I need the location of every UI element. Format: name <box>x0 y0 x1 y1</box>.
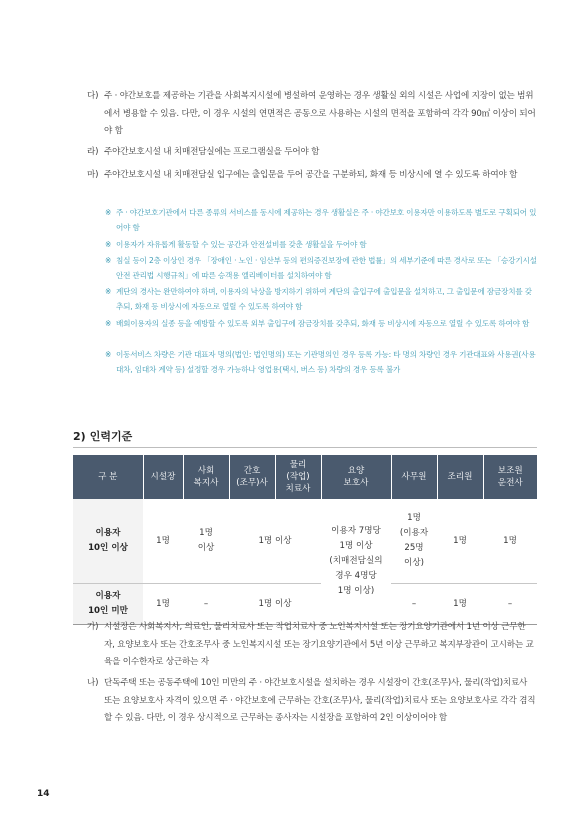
reference-mark-icon: ※ <box>105 208 112 217</box>
clause-text: 시설장은 사회복지사, 의료인, 물리치료사 또는 작업치료사 중 노인복지시설 또는 장기요양기관에서 1년 이상 근무한 자, 요양보호사 또는 간호조무사 중 노인복지시설 또는 장기요양기관에서 5년 이상 근무하고 복지부장관이 고시하는 교육을 이수한자로 상근하는 자 <box>104 622 534 667</box>
clause-text: 주 · 야간보호를 제공하는 기관을 사회복지시설에 병설하여 운영하는 경우 생활실 외의 시설은 사업에 지장이 없는 범위에서 병용할 수 있음. 다만, 이 경우 시설의 연면적은 공동으로 사용하는 시설의 면적을 포함하여 각각 90㎡ 이상이 되어야 함 <box>104 91 536 136</box>
cell-cook: 1명 <box>437 584 483 625</box>
section-number: 2) <box>73 430 86 443</box>
clause-label: 다) <box>87 91 99 101</box>
reference-mark-icon: ※ <box>105 256 112 265</box>
header-social-worker: 사회 복지사 <box>183 455 229 499</box>
cell-caregiver: 이용자 7명당 1명 이상 (치매전담실의 경우 4명당 1명 이상) <box>321 499 391 625</box>
clause-label: 나) <box>87 678 99 688</box>
row-label: 이용자 10인 이상 <box>73 499 143 584</box>
reference-mark-icon: ※ <box>105 287 112 296</box>
clause-text: 주야간보호시설 내 치매전담실 입구에는 출입문을 두어 공간을 구분하되, 화재 등 비상시에 열 수 있도록 하여야 함 <box>104 170 518 180</box>
note-text: 이용자가 자유롭게 활동할 수 있는 공간과 안전설비를 갖춘 생활실을 두어야 함 <box>116 240 367 249</box>
cell-clerk: – <box>391 584 437 625</box>
clause-ra <box>87 144 537 162</box>
header-director: 시설장 <box>143 455 183 499</box>
note-text: 주 · 야간보호기관에서 다른 종류의 서비스를 동시에 제공하는 경우 생활실은 주 · 야간보호 이용자만 이용하도록 별도로 구획되어 있어야 함 <box>116 208 537 232</box>
note-item <box>105 206 537 235</box>
note-item <box>105 254 537 283</box>
cell-director: 1명 <box>143 584 183 625</box>
row-label: 이용자 10인 미만 <box>73 584 143 625</box>
clause-label: 마) <box>87 170 99 180</box>
section-divider <box>73 447 537 448</box>
cell-nurse-therapist: 1명 이상 <box>229 584 321 625</box>
note-item <box>105 285 537 314</box>
header-category: 구 분 <box>73 455 143 499</box>
cell-social-worker: – <box>183 584 229 625</box>
cell-social-worker: 1명 이상 <box>183 499 229 584</box>
header-cook: 조리원 <box>437 455 483 499</box>
clause-text: 주야간보호시설 내 치매전담실에는 프로그램실을 두어야 함 <box>104 147 320 157</box>
staffing-table <box>73 455 537 625</box>
clause-label: 가) <box>87 622 99 632</box>
header-assistant: 보조원 운전사 <box>483 455 537 499</box>
cell-cook: 1명 <box>437 499 483 584</box>
cell-nurse-therapist: 1명 이상 <box>229 499 321 584</box>
cell-assistant: 1명 <box>483 499 537 584</box>
table-header-row <box>73 455 537 499</box>
table-row <box>73 499 537 584</box>
note-item <box>105 317 537 332</box>
reference-mark-icon: ※ <box>105 350 112 359</box>
note-text: 계단의 경사는 완만하여야 하며, 이용자의 낙상을 방지하기 위하여 계단의 출입구에 출입문을 설치하고, 그 출입문에 잠금장치를 갖추되, 화재 등 비상시에 자동으로 열릴 수 있도록 하여야 함 <box>116 287 532 311</box>
header-caregiver: 요양 보호사 <box>321 455 391 499</box>
cell-assistant: – <box>483 584 537 625</box>
header-nurse: 간호 (조무)사 <box>229 455 275 499</box>
note-text: 배회이용자의 실종 등을 예방할 수 있도록 외부 출입구에 잠금장치를 갖추되, 화재 등 비상시에 자동으로 열릴 수 있도록 하여야 함 <box>116 319 530 328</box>
section-title: 인력기준 <box>89 430 133 443</box>
header-therapist: 물리 (작업) 치료사 <box>275 455 321 499</box>
clause-ma <box>87 167 537 185</box>
note-item <box>105 238 537 253</box>
clause-na <box>87 675 537 728</box>
note-text: 침실 등이 2층 이상인 경우 「장애인 · 노인 · 임산부 등의 편의증진보장에 관한 법률」의 세부기준에 따른 경사로 또는 「승강기시설 안전 관리법 시행규칙」에 따른 승객용 엘리베이터를 설치하여야 함 <box>116 256 537 280</box>
clause-label: 라) <box>87 147 99 157</box>
page-number: 14 <box>37 789 50 799</box>
cell-director: 1명 <box>143 499 183 584</box>
header-clerk: 사무원 <box>391 455 437 499</box>
note-item <box>105 348 537 377</box>
cell-clerk: 1명 (이용자 25명 이상) <box>391 499 437 584</box>
clause-da <box>87 88 537 141</box>
clause-text: 단독주택 또는 공동주택에 10인 미만의 주 · 야간보호시설을 설치하는 경우 시설장이 간호(조무)사, 물리(작업)치료사 또는 요양보호사 자격이 있으면 주 · 야간보호에 근무하는 간호(조무)사, 물리(작업)치료사 또는 요양보호사로 각각 겸직할 수 있음. 다만, 이 경우 상시적으로 근무하는 종사자는 시설장을 포함하여 2인 이상이어야 함 <box>104 678 536 723</box>
reference-mark-icon: ※ <box>105 240 112 249</box>
reference-mark-icon: ※ <box>105 319 112 328</box>
section-heading <box>73 428 132 444</box>
clause-ga <box>87 619 537 672</box>
note-text: 이동서비스 차량은 기관 대표자 명의(법인: 법인명의) 또는 기관명의인 경우 등록 가능: 타 명의 차량인 경우 기관대표와 사용권(사용대차, 임대차 계약 등) 설정할 경우 가능하나 영업용(택시, 버스 등) 차량의 경우 등록 불가 <box>116 350 536 374</box>
